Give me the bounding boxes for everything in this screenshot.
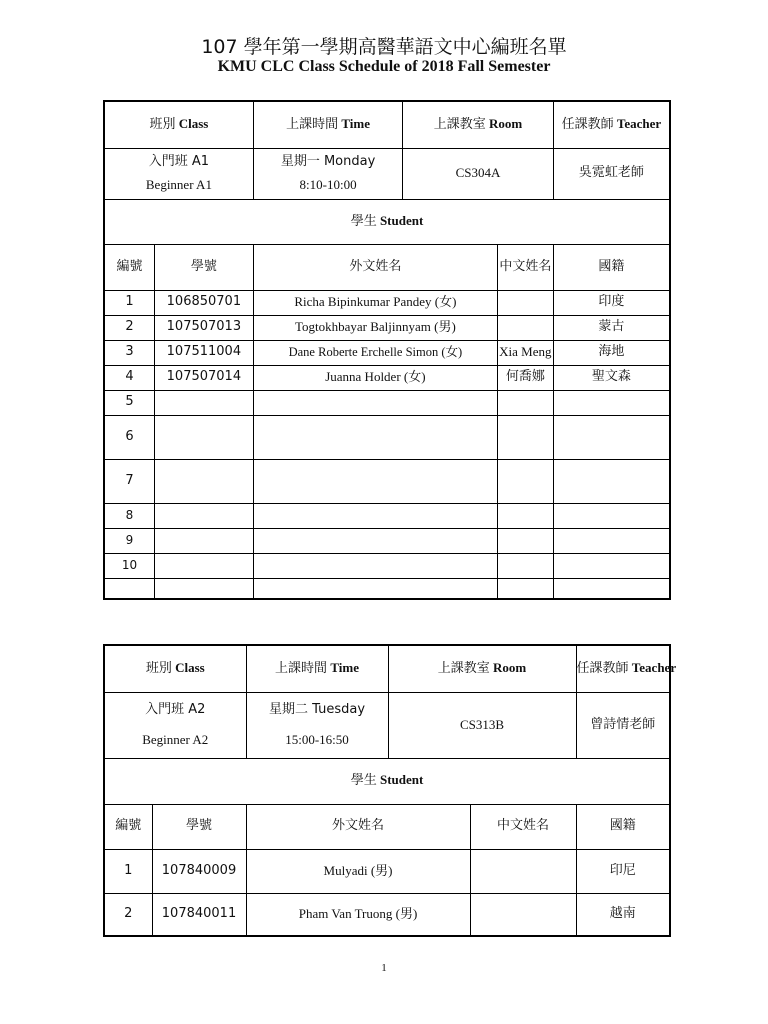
table-row: 1 107840009 Mulyadi (男) 印尼 xyxy=(105,849,669,893)
col-id-header: 學號 xyxy=(154,244,253,290)
student-header: 學生 Student xyxy=(105,758,669,804)
class-teacher: 曾詩情老師 xyxy=(576,692,669,758)
class-time: 星期二 Tuesday 15:00-16:50 xyxy=(246,692,388,758)
col-id-header: 學號 xyxy=(152,804,246,849)
class-table-a1 xyxy=(103,100,671,600)
col-nationality-header: 國籍 xyxy=(576,804,669,849)
class-table-a2 xyxy=(103,644,677,937)
class-time: 星期一 Monday 8:10-10:00 xyxy=(253,148,402,199)
class-header: 班別 Class xyxy=(105,646,246,692)
room-header: 上課教室 Room xyxy=(403,102,553,148)
document-title-chinese: 107 學年第一學期高醫華語文中心編班名單 xyxy=(201,36,567,58)
teacher-header: 任課教師 Teacher xyxy=(576,646,669,692)
table-row: 3 107511004 Dane Roberte Erchelle Simon (女) Xia Meng 海地 xyxy=(105,340,669,365)
class-name: 入門班 A2 Beginner A2 xyxy=(105,692,246,758)
class-room: CS304A xyxy=(403,148,553,199)
header-row xyxy=(105,646,669,692)
table-row: 2 107840011 Pham Van Truong (男) 越南 xyxy=(105,893,669,935)
room-header: 上課教室 Room xyxy=(388,646,576,692)
class-info-row xyxy=(105,692,669,758)
student-header: 學生 Student xyxy=(105,199,669,244)
table-row: 8 xyxy=(105,503,669,528)
column-header-row xyxy=(105,804,669,849)
time-header: 上課時間 Time xyxy=(246,646,388,692)
table-row: 6 xyxy=(105,415,669,459)
class-room: CS313B xyxy=(388,692,576,758)
table-row: 4 107507014 Juanna Holder (女) 何喬娜 聖文森 xyxy=(105,365,669,390)
student-section-row xyxy=(105,758,669,804)
class-name: 入門班 A1 Beginner A1 xyxy=(105,148,253,199)
table-row: 5 xyxy=(105,390,669,415)
teacher-header: 任課教師 Teacher xyxy=(553,102,669,148)
column-header-row xyxy=(105,244,669,290)
header-row xyxy=(105,102,669,148)
table-row xyxy=(105,578,669,600)
table-row: 7 xyxy=(105,459,669,503)
col-no-header: 編號 xyxy=(105,244,154,290)
table-row: 1 106850701 Richa Bipinkumar Pandey (女) 印度 xyxy=(105,290,669,315)
student-section-row xyxy=(105,199,669,244)
document-title-english: KMU CLC Class Schedule of 2018 Fall Semester xyxy=(217,58,551,75)
col-foreign-name-header: 外文姓名 xyxy=(246,804,470,849)
class-header: 班別 Class xyxy=(105,102,253,148)
table-row: 9 xyxy=(105,528,669,553)
class-teacher: 吳霓虹老師 xyxy=(553,148,669,199)
class-info-row xyxy=(105,148,669,199)
col-foreign-name-header: 外文姓名 xyxy=(253,244,497,290)
time-header: 上課時間 Time xyxy=(253,102,402,148)
col-chinese-name-header: 中文姓名 xyxy=(497,244,553,290)
table-row: 2 107507013 Togtokhbayar Baljinnyam (男) 蒙古 xyxy=(105,315,669,340)
col-no-header: 編號 xyxy=(105,804,152,849)
col-chinese-name-header: 中文姓名 xyxy=(470,804,576,849)
table-row: 10 xyxy=(105,553,669,578)
col-nationality-header: 國籍 xyxy=(553,244,669,290)
page-number: 1 xyxy=(381,962,387,974)
